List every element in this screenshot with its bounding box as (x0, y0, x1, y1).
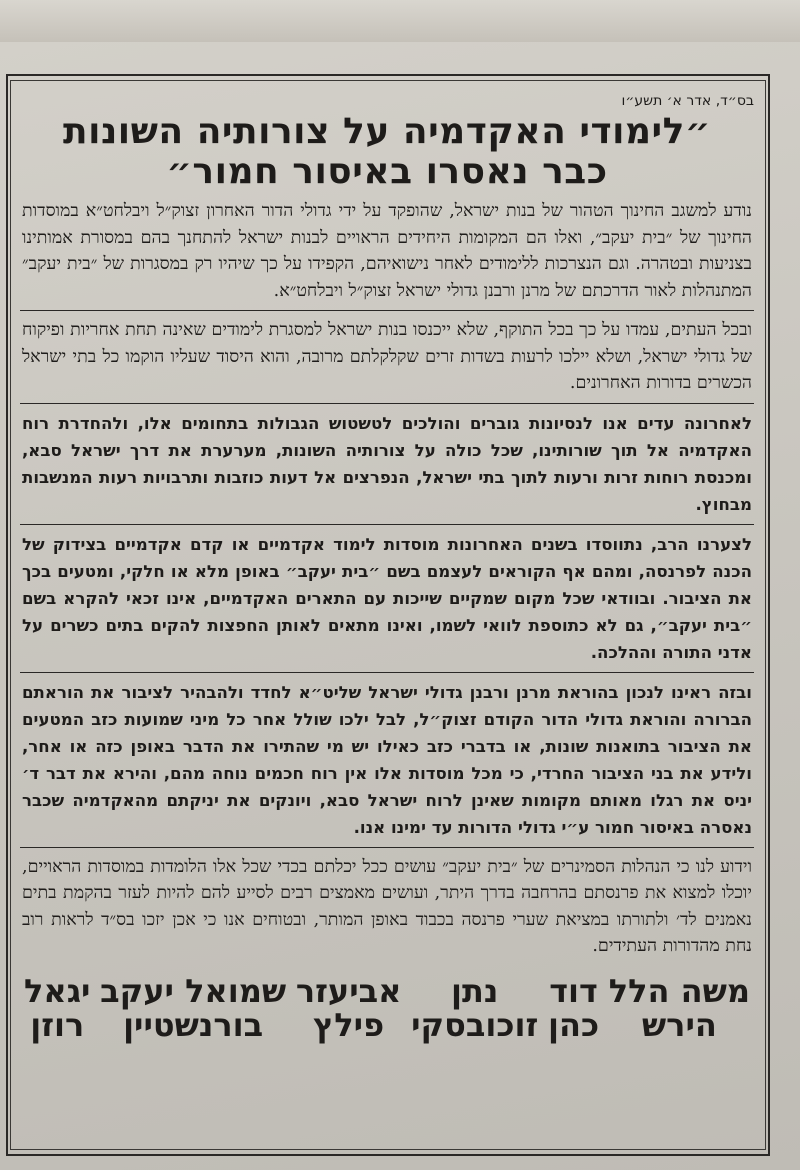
divider (20, 847, 754, 848)
paragraph-3: לאחרונה עדים אנו לנסיונות גוברים והולכים לטשטוש הגבולות בתחומים אלו, ולהחדרת רוח האקדמיה אל תוך שורותינו, שכל כולה על צורותיה השונות, מערערת את דרך ישראל סבא, ומכנסת רוחות זרות ורעות לתוך בתי ישראל, הנפרצים אל דעות כוזבות ותרבויות רעות המנשבות מבחוץ. (22, 413, 752, 514)
signature-first-name: נתן (451, 971, 499, 1010)
title-line-1: ״לימודי האקדמיה על צורותיה השונות (63, 111, 711, 152)
signature-first-name: דוד (549, 971, 598, 1010)
signature (295, 971, 402, 1044)
signature-last-name: בורנשטיין (123, 1005, 264, 1044)
paragraph-2: ובכל העתים, עמדו על כך בכל התוקף, שלא ייכנסו בנות ישראל למסגרת לימודים שאינה תחת אחריות ופיקוח של גדולי ישראל, ושלא יילכו לרעות בשדות זרים שקלקלתם מרובה, והוא היסוד שעליו הוקמו כל בתי ישראל הכשרים בדורות האחרונים. (22, 320, 752, 393)
date-line: בס״ד, אדר א׳ תשע״ו (621, 93, 754, 109)
paragraph-4: לצערנו הרב, נתווסדו בשנים האחרונות מוסדות לימוד אקדמיים או קדם אקדמיים בצידוק של הכנה לפרנסה, ומהם אף הקוראים לעצמם בשם ״בית יעקב״ באופן מלא או חלקי, ומטעים בכך את הציבור. ובוודאי שכל מקום שמקיים שייכות עם התארים האקדמיים, אינו זכאי להקרא בשם ״בית יעקב״, גם לא כתוספת לוואי לשמו, ואינו מתאים לאותן החפצות להקים בתים כשרים על אדני התורה וההלכה. (22, 534, 752, 662)
signature (24, 971, 91, 1044)
divider (20, 403, 754, 404)
signature (547, 971, 600, 1044)
title-line-2: כבר נאסרו באיסור חמור״ (166, 151, 608, 192)
signature-first-name: משה הלל (608, 971, 750, 1010)
signature (411, 971, 539, 1044)
notice-title (20, 112, 754, 192)
divider (20, 310, 754, 311)
paragraph-5: ובזה ראינו לנכון בהוראת מרנן ורבנן גדולי ישראל שליט״א לחדד ולהבהיר לציבור את הוראתם הברורה והוראת גדולי הדור הקודם זצוק״ל, לבל ילכו שולל אחר כל מיני שמועות כזב המטעים את הציבור בתואנות שונות, או בדברי כזב כאילו יש מי שהתירו את הדבר באופן כזה או אחר, ולידע את בני הציבור החרדי, כי מכל מוסדות אלו אין רוח חכמים נוחה מהם, והירא את דבר ד׳ יניס את רגלו מאותם מקומות שאינן לרוח ישראל סבא, ויונקים את יניקתם מהאקדמיה שכבר נאסרה באיסור חמור ע״י גדולי הדורות עד ימינו אנו. (22, 682, 752, 837)
signature-first-name: שמואל יעקב (100, 971, 287, 1010)
signature (608, 971, 750, 1044)
signature-first-name: אביעזר (295, 971, 402, 1010)
signature (100, 971, 287, 1044)
notice-content (14, 84, 760, 1146)
divider (20, 524, 754, 525)
signatures (20, 971, 754, 1044)
signature-last-name: כהן (547, 1005, 600, 1044)
signature-last-name: זוכובסקי (411, 1005, 539, 1044)
signature-last-name: רוזן (30, 1005, 85, 1044)
signature-last-name: פילץ (313, 1005, 385, 1044)
signature-last-name: הירש (641, 1005, 717, 1044)
divider (20, 672, 754, 673)
paragraph-6: וידוע לנו כי הנהלות הסמינרים של ״בית יעקב״ עושים ככל יכלתם בכדי שכל אלו הלומדות במוסדות הראויים, יוכלו למצוא את פרנסתם בהרחבה בדרך היתר, ועושים מאמצים רבים לסייע להם להיות לעזר בהקמת בתים נאמנים לד׳ ולתורתו במציאת שערי פרנסה בכבוד באופן המותר, ובטוחים אנו כי אכן יזכו בס״ד לראות רוב נחת מהדורות העתידים. (22, 856, 752, 956)
paragraph-1: נודע למשגב החינוך הטהור של בנות ישראל, שהופקד על ידי גדולי הדור האחרון זצוק״ל ויבלחט״א במוסדות החינוך של ״בית יעקב״, ואלו הם המקומות היחידים הראויים לבנות ישראל להתחנך בהם במסורת אמותינו בצניעות ובטהרה. וגם הנצרכות ללימודים לאחר נישואיהם, הקפידו על כך שיהיו רק במסגרות של ״בית יעקב״ המתנהלות לאור הדרכתם של מרנן ורבנן גדולי ישראל זצוק״ל ויבלחט״א. (22, 201, 752, 301)
signature-first-name: יגאל (24, 971, 91, 1010)
